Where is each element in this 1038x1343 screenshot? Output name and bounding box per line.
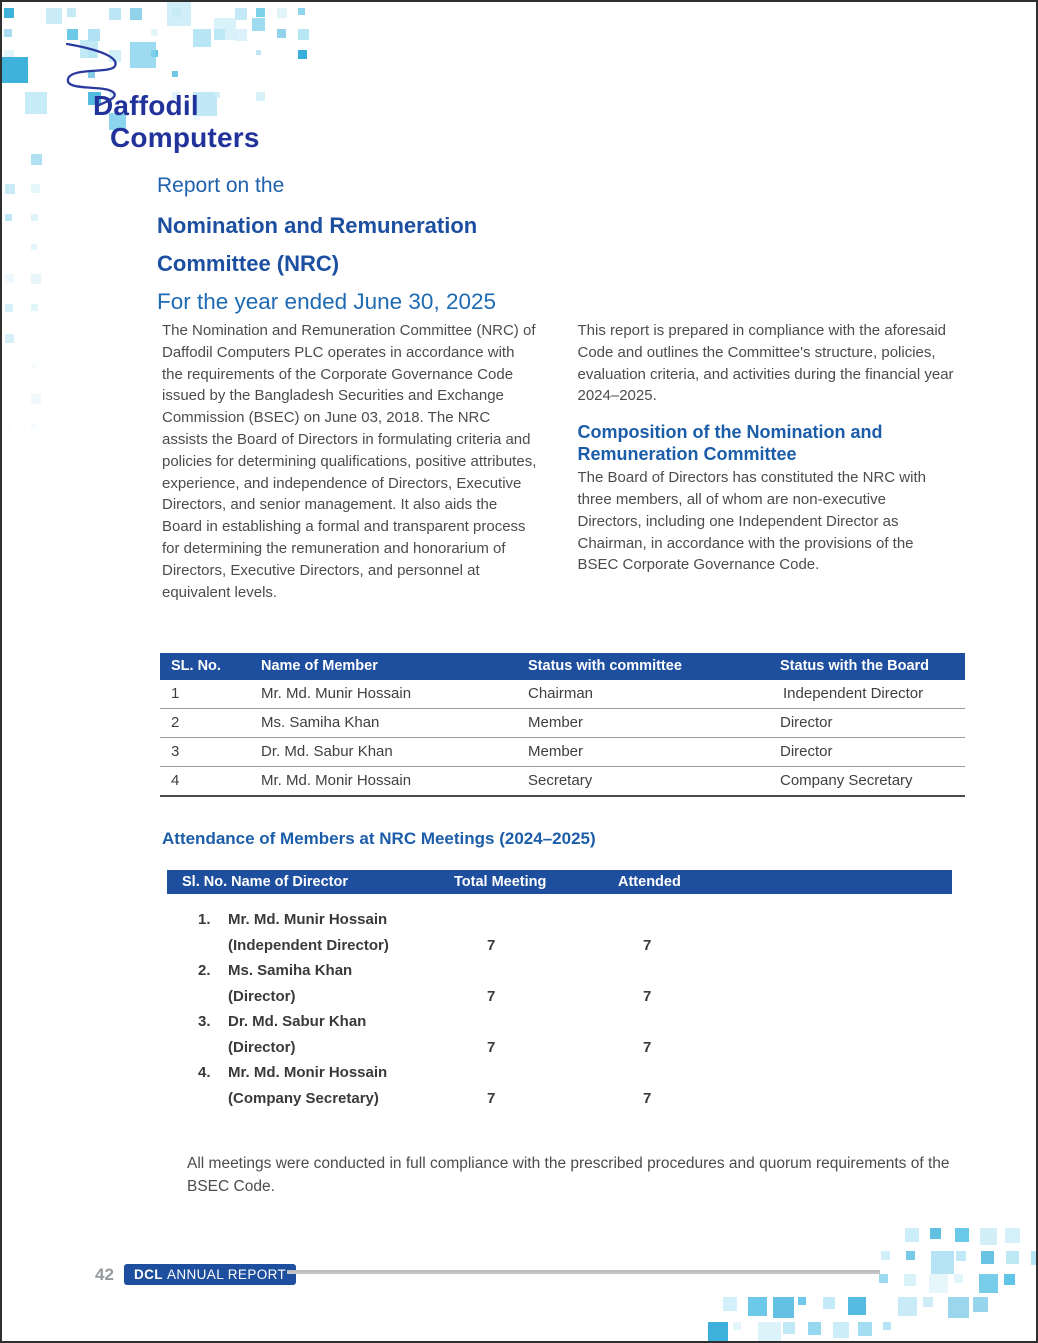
title-main-line2: Committee (NRC)	[157, 251, 340, 276]
meetings-attended: 7	[643, 987, 652, 1005]
decorative-square	[31, 154, 42, 165]
cell: Mr. Md. Munir Hossain	[261, 680, 528, 709]
attendance-th-name: Sl. No. Name of Director	[182, 874, 348, 890]
decorative-square	[31, 424, 36, 429]
decorative-square	[773, 1297, 794, 1318]
attendance-table-body	[167, 907, 952, 1111]
decorative-square	[1006, 1251, 1019, 1264]
decorative-square	[256, 8, 265, 17]
decorative-square	[930, 1228, 941, 1239]
decorative-square	[167, 2, 191, 26]
cell: Ms. Samiha Khan	[261, 709, 528, 738]
director-name: Mr. Md. Monir Hossain	[228, 1064, 388, 1081]
decorative-square	[298, 29, 309, 40]
report-title-block	[157, 174, 496, 315]
table-row	[160, 738, 965, 767]
decorative-square	[848, 1297, 866, 1315]
director-name: Ms. Samiha Khan	[228, 962, 353, 979]
decorative-square	[979, 1274, 998, 1293]
row-number: 1.	[198, 911, 211, 928]
director-name: Mr. Md. Munir Hossain	[228, 911, 388, 928]
decorative-square	[798, 1297, 806, 1305]
meetings-attended: 7	[643, 1089, 652, 1107]
logo-line2: Computers	[110, 122, 260, 153]
decorative-square	[31, 304, 38, 311]
decorative-square	[4, 8, 14, 18]
decorative-square	[5, 304, 13, 312]
cell: 3	[160, 738, 261, 767]
cell: Director	[780, 738, 965, 767]
composition-paragraph: The Board of Directors has constituted the NRC with three members, all of whom are non-executive Directors, including one Independent Director as Chairman, in accordance with the provisions of the BSEC Corporate Governance Code.	[577, 469, 926, 574]
decorative-square	[5, 184, 15, 194]
cell: Secretary	[528, 767, 780, 797]
meetings-attended: 7	[643, 936, 652, 954]
director-role: (Director)	[228, 1038, 296, 1056]
table-row	[167, 1009, 952, 1060]
decorative-square	[25, 92, 47, 114]
footer-badge	[124, 1264, 296, 1285]
table-row	[160, 709, 965, 738]
decorative-square	[31, 214, 38, 221]
attendance-table	[167, 870, 952, 1111]
decorative-square	[931, 1251, 954, 1274]
decorative-square	[980, 1228, 997, 1245]
table-row	[160, 767, 965, 797]
cell: 2	[160, 709, 261, 738]
decorative-square	[67, 8, 76, 17]
composition-heading: Composition of the Nomination and Remuneration Committee	[577, 422, 883, 465]
decorative-square	[46, 8, 62, 24]
closing-paragraph: All meetings were conducted in full compliance with the prescribed procedures and quorum requirements of the BSEC Code.	[187, 1155, 950, 1195]
decorative-square	[758, 1322, 781, 1343]
decorative-square	[954, 1274, 963, 1283]
decorative-square	[235, 29, 247, 41]
decorative-square	[235, 8, 247, 20]
cell: Dr. Md. Sabur Khan	[261, 738, 528, 767]
total-meetings: 7	[487, 987, 496, 1005]
decorative-square	[708, 1322, 728, 1342]
members-th-board: Status with the Board	[780, 653, 965, 680]
decorative-square	[193, 29, 211, 47]
decorative-square	[981, 1251, 994, 1264]
decorative-square	[898, 1297, 917, 1316]
intro-right-column	[578, 320, 955, 603]
decorative-square	[277, 29, 286, 38]
decorative-square	[172, 71, 178, 77]
company-logo	[93, 90, 260, 154]
footer-badge-annual-report: ANNUAL REPORT	[166, 1267, 287, 1282]
director-role: (Independent Director)	[228, 936, 389, 954]
cell: Mr. Md. Monir Hossain	[261, 767, 528, 797]
decorative-square	[1031, 1251, 1038, 1265]
decorative-square	[252, 18, 265, 31]
decorative-square	[130, 8, 142, 20]
decorative-square	[2, 57, 28, 83]
decorative-square	[5, 334, 14, 343]
title-main-line1: Nomination and Remuneration	[157, 213, 478, 238]
director-name: Dr. Md. Sabur Khan	[228, 1013, 367, 1030]
cell: 1	[160, 680, 261, 709]
decorative-square	[298, 8, 305, 15]
logo-line1: Daffodil	[93, 90, 199, 121]
decorative-square	[733, 1322, 741, 1330]
decorative-square	[277, 8, 287, 18]
decorative-square	[31, 184, 40, 193]
decorative-square	[948, 1297, 969, 1318]
decorative-square	[5, 424, 11, 430]
intro-columns	[162, 320, 954, 603]
cell: Member	[528, 709, 780, 738]
total-meetings: 7	[487, 1089, 496, 1107]
decorative-square	[298, 50, 307, 59]
intro-left-paragraph: The Nomination and Remuneration Committee (NRC) of Daffodil Computers PLC operates in accordance with the requirements of the Corporate Governance Code issued by the Bangladesh Securities and Exchange Commission (BSEC) on June 03, 2018. The NRC assists the Board of Directors in formulating criteria and policies for determining qualifications, positive attributes, experience, and independence of Directors, Executive Directors, and senior management. It also aids the Board in establishing a formal and transparent process for determining the remuneration and honorarium of Directors, Executive Directors, and personnel at equivalent levels.	[162, 322, 537, 601]
intro-left-column	[162, 320, 539, 603]
decorative-square	[723, 1297, 737, 1311]
decorative-square	[109, 8, 121, 20]
decorative-square	[748, 1297, 767, 1316]
decorative-square	[783, 1322, 795, 1334]
cell: Director	[780, 709, 965, 738]
decorative-square	[906, 1251, 915, 1260]
decorative-square	[808, 1322, 821, 1335]
decorative-square	[214, 18, 236, 40]
title-pre: Report on the	[157, 174, 285, 197]
decorative-square	[5, 274, 14, 283]
decorative-square	[833, 1322, 849, 1338]
attendance-th-total: Total Meeting	[454, 874, 547, 890]
decorative-square	[1005, 1228, 1020, 1243]
decorative-square	[1004, 1274, 1015, 1285]
decorative-square	[256, 50, 261, 55]
members-th-committee: Status with committee	[528, 653, 780, 680]
total-meetings: 7	[487, 936, 496, 954]
decorative-square	[31, 394, 41, 404]
decorative-square	[5, 214, 12, 221]
table-row	[167, 1060, 952, 1111]
director-role: (Company Secretary)	[228, 1089, 379, 1107]
cell: Chairman	[528, 680, 780, 709]
row-number: 2.	[198, 962, 211, 979]
members-table	[160, 653, 965, 797]
decorative-square	[973, 1297, 988, 1312]
decorative-square	[923, 1297, 933, 1307]
attendance-th-attended: Attended	[618, 874, 681, 890]
footer-rule	[287, 1270, 880, 1274]
decorative-square	[879, 1274, 888, 1283]
decorative-square	[883, 1322, 891, 1330]
title-subtitle: For the year ended June 30, 2025	[157, 289, 496, 314]
decorative-square	[858, 1322, 872, 1336]
table-row	[160, 680, 965, 709]
cell: Independent Director	[780, 680, 965, 709]
decorative-square	[31, 274, 41, 284]
intro-right-paragraph: This report is prepared in compliance with the aforesaid Code and outlines the Committee's structure, policies, evaluation criteria, and activities during the financial year 2024–2025.	[577, 322, 954, 405]
cell: Member	[528, 738, 780, 767]
decorative-square	[4, 29, 12, 37]
meetings-attended: 7	[643, 1038, 652, 1056]
decorative-square	[955, 1228, 969, 1242]
decorative-square	[823, 1297, 835, 1309]
decorative-square	[929, 1274, 948, 1293]
page-number: 42	[95, 1265, 114, 1284]
table-row	[167, 958, 952, 1009]
decorative-square	[31, 244, 37, 250]
director-role: (Director)	[228, 987, 296, 1005]
row-number: 3.	[198, 1013, 211, 1030]
footer-badge-dcl: DCL	[134, 1267, 163, 1282]
total-meetings: 7	[487, 1038, 496, 1056]
decorative-square	[31, 364, 36, 369]
row-number: 4.	[198, 1064, 211, 1081]
attendance-table-header	[167, 870, 952, 894]
members-th-sl: SL. No.	[160, 653, 261, 680]
decorative-square	[881, 1251, 890, 1260]
table-row	[167, 907, 952, 958]
decorative-square	[905, 1228, 919, 1242]
cell: 4	[160, 767, 261, 797]
decorative-square	[904, 1274, 916, 1286]
members-table-header-row	[160, 653, 965, 680]
members-th-name: Name of Member	[261, 653, 528, 680]
decorative-square	[956, 1251, 966, 1261]
attendance-heading: Attendance of Members at NRC Meetings (2024–2025)	[162, 829, 596, 848]
cell: Company Secretary	[780, 767, 965, 797]
